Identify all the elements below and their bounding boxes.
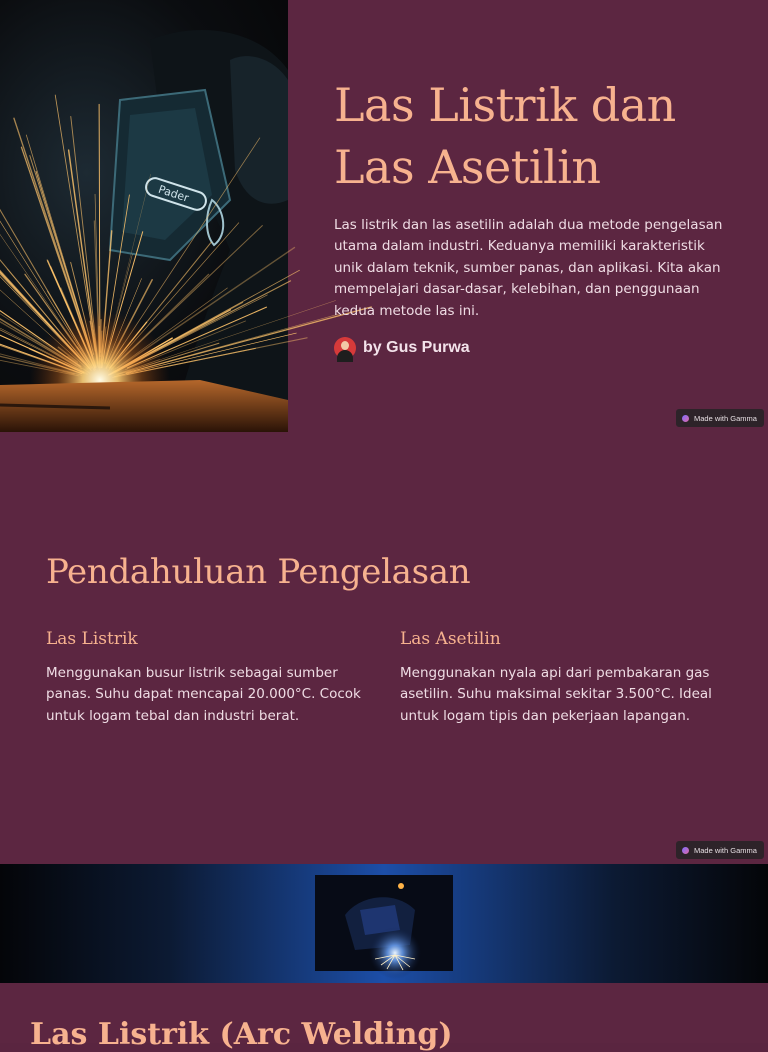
presentation-title: Las Listrik dan Las Asetilin	[334, 78, 676, 194]
welding-sparks-image	[0, 0, 288, 432]
badge-label: Made with Gamma	[694, 845, 757, 855]
author-name: by Gus Purwa	[363, 339, 470, 356]
gamma-logo-icon	[682, 847, 689, 854]
column-las-asetilin	[400, 629, 720, 727]
column-text: Menggunakan busur listrik sebagai sumber panas. Suhu dapat mencapai 20.000°C. Cocok untuk logam tebal dan industri berat.	[46, 665, 361, 724]
badge-label: Made with Gamma	[694, 413, 757, 423]
made-with-gamma-badge[interactable]	[676, 841, 764, 859]
section-title: Las Listrik (Arc Welding)	[30, 1017, 453, 1052]
author-credit	[334, 337, 470, 359]
column-text: Menggunakan nyala api dari pembakaran gas asetilin. Suhu maksimal sekitar 3.500°C. Ideal untuk logam tipis dan pekerjaan lapangan.	[400, 665, 712, 724]
introduction-slide	[0, 432, 768, 864]
column-heading: Las Asetilin	[400, 629, 501, 649]
column-heading: Las Listrik	[46, 629, 138, 649]
arc-welding-banner	[0, 864, 768, 983]
arc-welding-image	[315, 875, 453, 971]
arc-welding-slide	[0, 983, 768, 1052]
helmet-logo-text: Pader	[156, 182, 191, 205]
section-title: Pendahuluan Pengelasan	[46, 552, 471, 592]
column-las-listrik	[46, 629, 366, 727]
made-with-gamma-badge[interactable]	[676, 409, 764, 427]
avatar	[334, 337, 356, 359]
gamma-logo-icon	[682, 415, 689, 422]
intro-description: Las listrik dan las asetilin adalah dua metode pengelasan utama dalam industri. Keduanya memiliki karakteristik unik dalam teknik, sumber panas, dan aplikasi. Kita akan mempelajari dasar-dasar, kelebihan, dan penggunaan kedua metode las ini.	[334, 217, 723, 319]
title-slide	[0, 0, 768, 432]
